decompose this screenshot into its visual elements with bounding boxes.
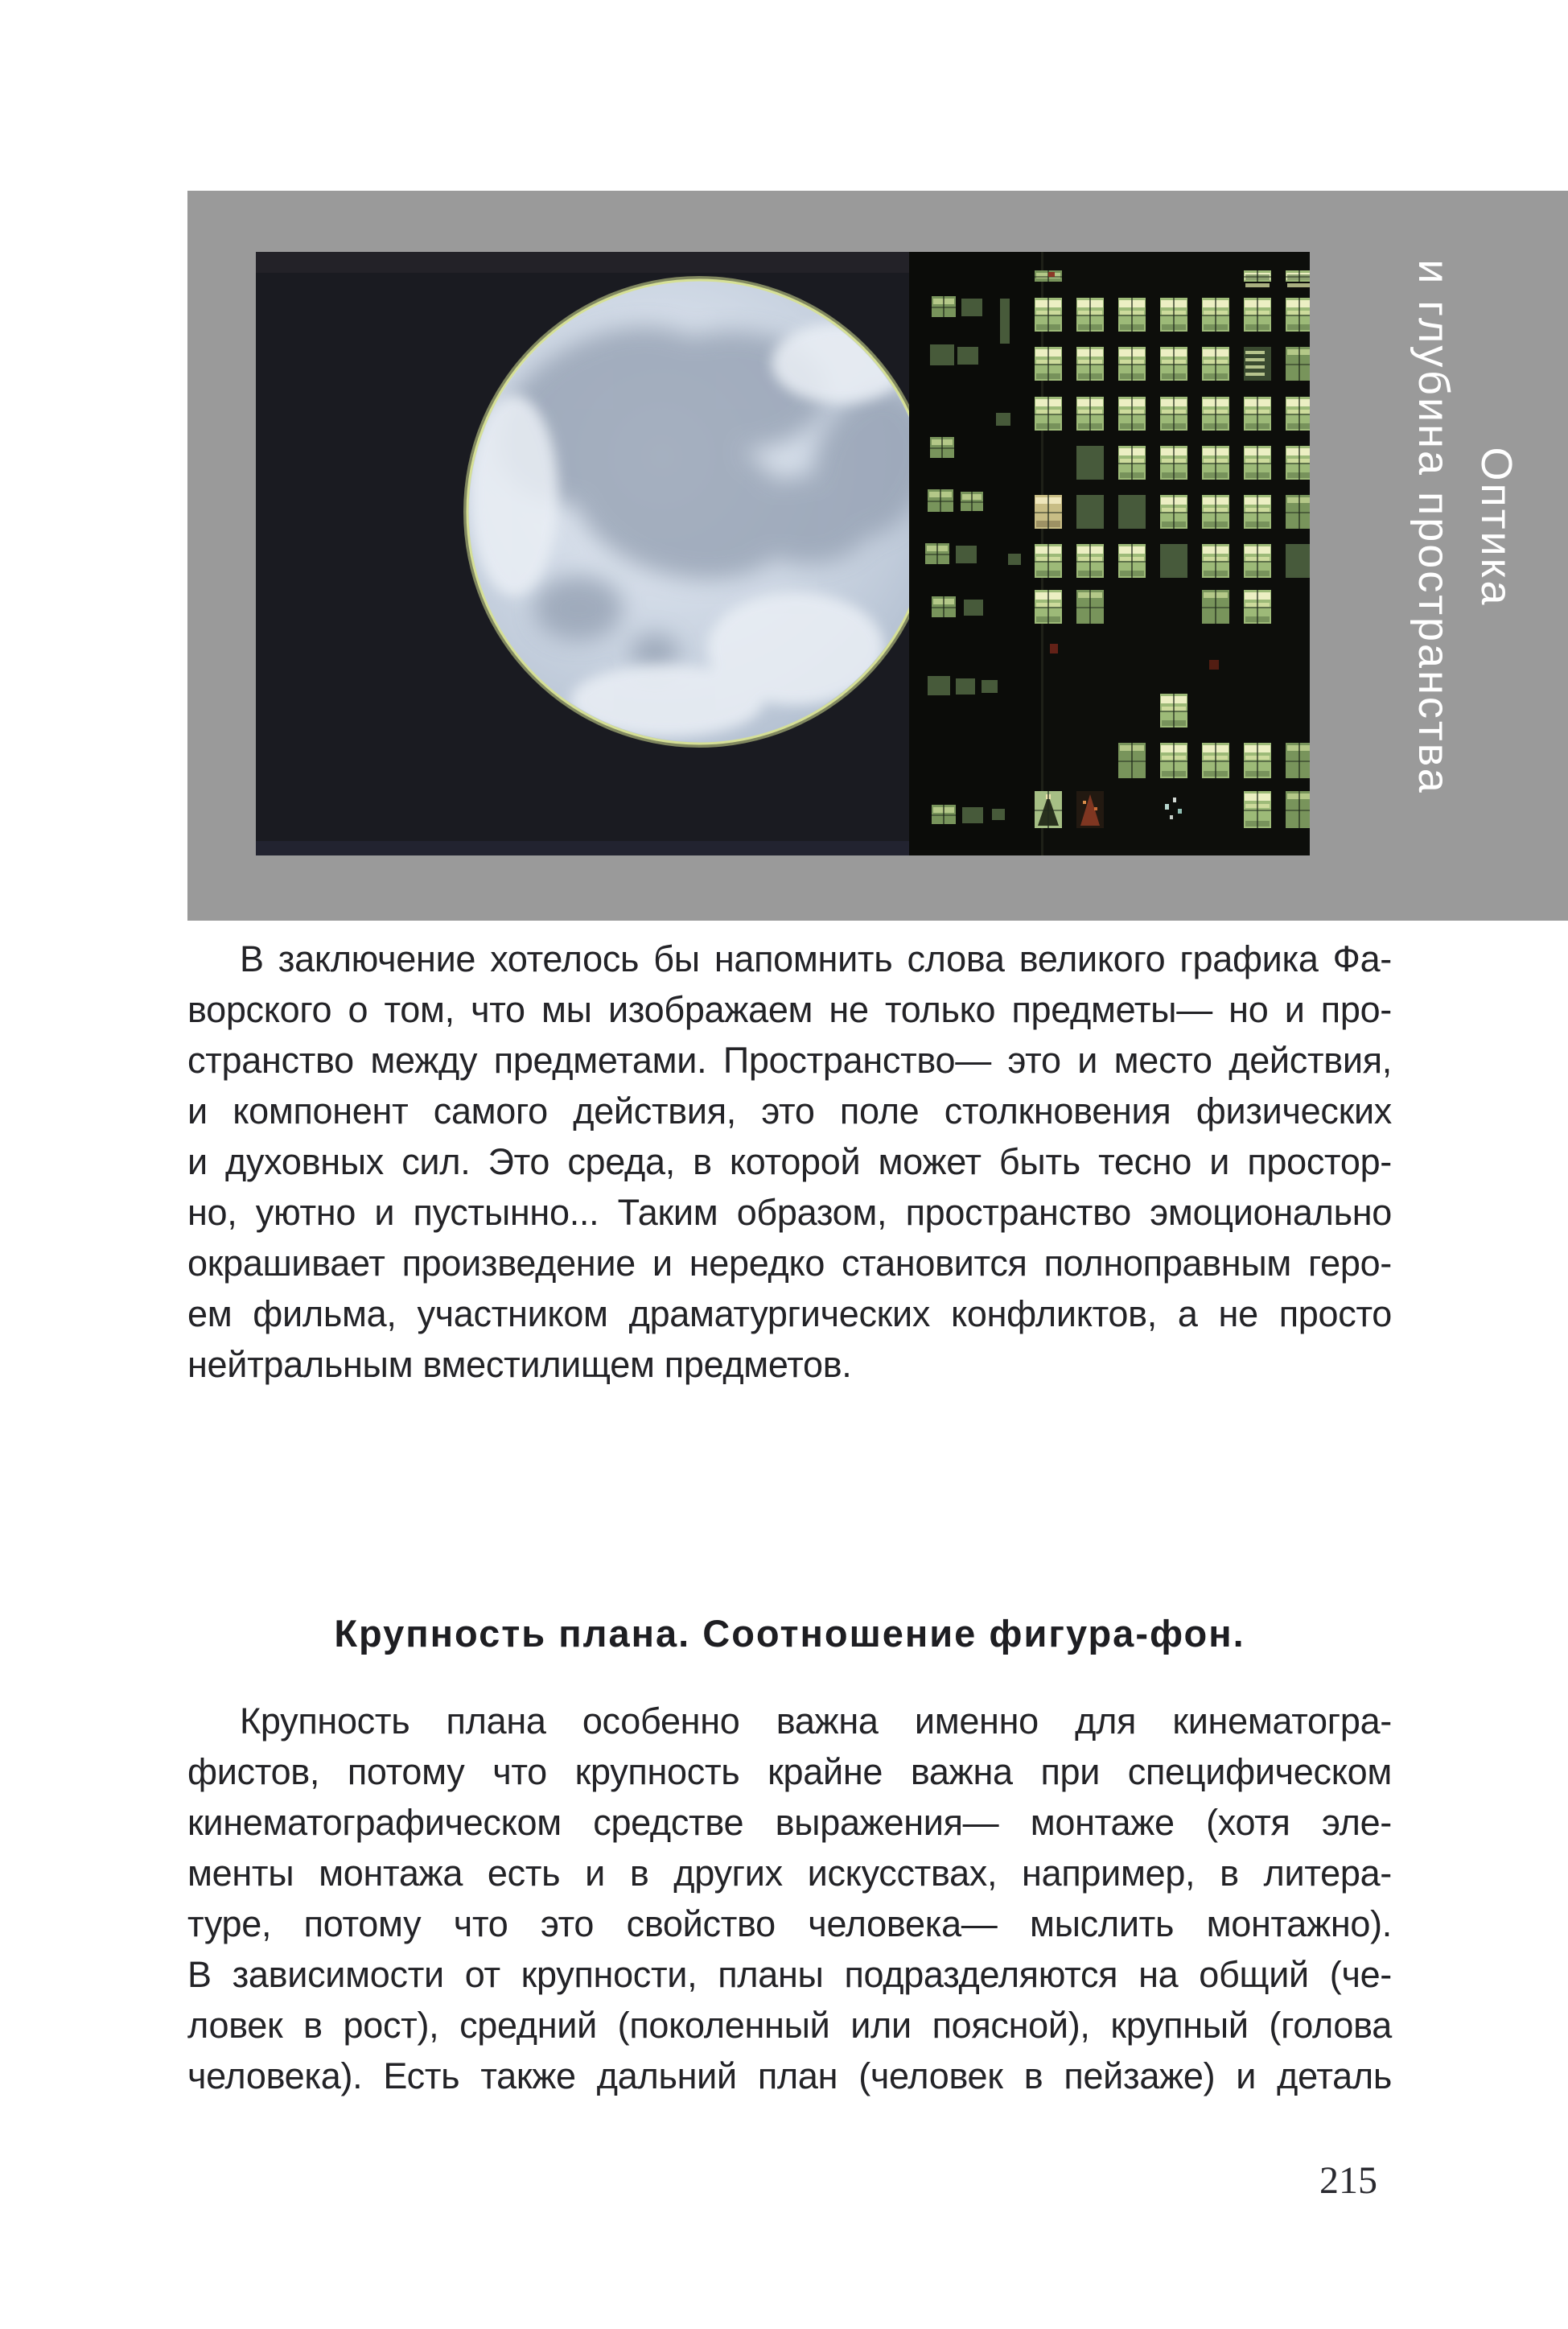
text-line: и духовных сил. Это среда, в которой может быть тесно и простор- — [187, 1141, 1392, 1182]
paragraph-shot-size — [187, 1696, 1392, 2101]
text-line: ловек в рост), средний (поколенный или поясной), крупный (голова — [187, 2005, 1392, 2046]
text-line: нейтральным вместилищем предметов. — [187, 1344, 852, 1385]
text-line: но, уютно и пустынно... Таким образом, пространство эмоционально — [187, 1192, 1392, 1233]
section-heading: Крупность плана. Соотношение фигура-фон. — [334, 1612, 1245, 1655]
chapter-title-line2: и глубина пространства — [1410, 259, 1458, 795]
text-line: ем фильма, участником драматургических конфликтов, а не просто — [187, 1293, 1392, 1334]
text-line: странство между предметами. Пространство— это и место действия, — [187, 1040, 1392, 1081]
page-number: 215 — [1319, 2159, 1377, 2202]
text-line: окрашивает произведение и нередко становится полноправным геро- — [187, 1243, 1392, 1284]
text-line: человека). Есть также дальний план (человек в пейзаже) и деталь — [187, 2055, 1392, 2096]
text-line: туре, потому что это свойство человека— мыслить монтажно). — [187, 1903, 1392, 1944]
text-line: В зависимости от крупности, планы подразделяются на общий (че- — [187, 1954, 1392, 1995]
text-line: и компонент самого действия, это поле столкновения физических — [187, 1090, 1392, 1132]
chapter-vertical-title — [1399, 221, 1528, 833]
text-line: Крупность плана особенно важна именно для кинематогра- — [240, 1700, 1392, 1742]
paragraph-conclusion — [187, 934, 1392, 1390]
text-line: кинематографическом средстве выражения— монтаже (хотя эле- — [187, 1802, 1392, 1843]
text-line: В заключение хотелось бы напомнить слова великого графика Фа- — [240, 938, 1392, 979]
moon-and-building-image — [256, 252, 1310, 855]
text-line: фистов, потому что крупность крайне важна при специфическом — [187, 1751, 1392, 1792]
text-line: ворского о том, что мы изображаем не только предметы— но и про- — [187, 989, 1392, 1030]
chapter-title-line1: Оптика — [1472, 447, 1521, 608]
chapter-banner — [187, 191, 1568, 921]
text-line: менты монтажа есть и в других искусствах, например, в литера- — [187, 1853, 1392, 1894]
night-photo — [256, 252, 1310, 855]
